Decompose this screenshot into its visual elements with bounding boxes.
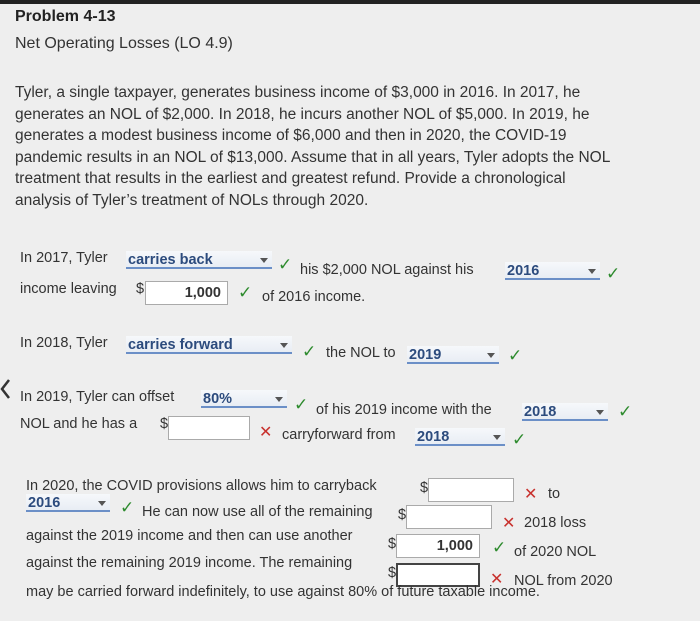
q2020-year-dropdown[interactable] xyxy=(26,494,110,512)
dropdown-arrow-icon xyxy=(588,269,596,274)
q2019-year-dropdown[interactable] xyxy=(522,403,608,421)
top-bar xyxy=(0,0,700,4)
q2018-text-2: the NOL to xyxy=(326,345,396,361)
correct-check-icon: ✓ xyxy=(512,430,527,449)
dollar-sign: $ xyxy=(160,416,169,432)
q2017-year-dropdown[interactable] xyxy=(505,262,600,280)
dropdown-arrow-icon xyxy=(260,258,268,263)
dropdown-value: carries back xyxy=(128,252,213,268)
problem-line: analysis of Tyler’s treatment of NOLs through 2020. xyxy=(15,191,369,209)
correct-check-icon: ✓ xyxy=(618,402,633,421)
q2019-carryforward-input[interactable] xyxy=(168,416,250,440)
q2020-text-4: 2018 loss xyxy=(524,515,587,531)
dropdown-arrow-icon xyxy=(280,343,288,348)
correct-check-icon: ✓ xyxy=(294,395,309,414)
dropdown-value: carries forward xyxy=(128,337,233,353)
dropdown-value: 2016 xyxy=(507,263,540,279)
dropdown-value: 2016 xyxy=(28,495,61,511)
incorrect-x-icon: ✕ xyxy=(502,515,516,532)
chevron-left-icon[interactable] xyxy=(0,378,10,400)
dollar-sign: $ xyxy=(420,480,429,496)
q2020-text-9: may be carried forward indefinitely, to use against 80% of future taxable income. xyxy=(26,584,540,600)
problem-line: pandemic results in an NOL of $13,000. Assume that in all years, Tyler adopts the NOL xyxy=(15,148,611,166)
correct-check-icon: ✓ xyxy=(302,342,317,361)
q2019-offset-dropdown[interactable] xyxy=(201,390,287,408)
correct-check-icon: ✓ xyxy=(606,264,621,283)
dollar-sign: $ xyxy=(388,536,397,552)
problem-title: Problem 4-13 xyxy=(15,8,116,25)
correct-check-icon: ✓ xyxy=(120,498,135,517)
dropdown-arrow-icon xyxy=(487,353,495,358)
q2020-text-6: of 2020 NOL xyxy=(514,544,597,560)
incorrect-x-icon: ✕ xyxy=(259,424,273,441)
q2018-year-dropdown[interactable] xyxy=(407,346,499,364)
correct-check-icon: ✓ xyxy=(508,346,523,365)
q2020-text-8: NOL from 2020 xyxy=(514,573,613,589)
q2020-text-2: to xyxy=(548,486,561,502)
q2020-text-5: against the 2019 income and then can use another xyxy=(26,528,353,544)
problem-subtitle: Net Operating Losses (LO 4.9) xyxy=(15,35,233,52)
q2019-text-2: of his 2019 income with the xyxy=(316,402,492,418)
q2020-text-3: He can now use all of the remaining xyxy=(142,504,373,520)
problem-line: generates a modest business income of $6,000 and then in 2020, the COVID-19 xyxy=(15,127,567,144)
q2020-remaining-2018-input[interactable] xyxy=(406,505,492,529)
dollar-sign: $ xyxy=(136,281,145,297)
problem-line: generates an NOL of $2,000. In 2018, he incurs another NOL of $5,000. In 2019, he xyxy=(15,105,590,123)
dropdown-arrow-icon xyxy=(596,410,604,415)
q2020-another-nol-input[interactable]: 1,000 xyxy=(396,534,480,558)
dropdown-arrow-icon xyxy=(493,435,501,440)
problem-statement xyxy=(15,82,685,211)
correct-check-icon: ✓ xyxy=(278,255,293,274)
q2017-income-left-input[interactable]: 1,000 xyxy=(145,281,228,305)
dropdown-value: 2018 xyxy=(524,404,557,420)
q2019-text-4: carryforward from xyxy=(282,427,396,443)
q2017-action-dropdown[interactable] xyxy=(126,251,272,269)
q2017-text-2: his $2,000 NOL against his xyxy=(300,262,474,278)
q2019-text-3: NOL and he has a xyxy=(20,416,138,432)
q2020-text-1: In 2020, the COVID provisions allows him to carryback xyxy=(26,478,377,494)
problem-line: Tyler, a single taxpayer, generates business income of $3,000 in 2016. In 2017, he xyxy=(15,84,581,101)
q2019-text-1: In 2019, Tyler can offset xyxy=(20,389,175,405)
q2020-text-7: against the remaining 2019 income. The remaining xyxy=(26,555,353,571)
dollar-sign: $ xyxy=(388,565,397,581)
correct-check-icon: ✓ xyxy=(492,538,507,557)
q2018-text-1: In 2018, Tyler xyxy=(20,335,108,351)
dropdown-value: 2018 xyxy=(417,429,450,445)
q2017-text-3: income leaving xyxy=(20,281,117,297)
q2018-action-dropdown[interactable] xyxy=(126,336,292,354)
q2017-text-4: of 2016 income. xyxy=(262,289,366,305)
dropdown-value: 80% xyxy=(203,391,233,407)
dropdown-arrow-icon xyxy=(275,397,283,402)
q2020-carryback-input[interactable] xyxy=(428,478,514,502)
incorrect-x-icon: ✕ xyxy=(524,486,538,503)
dollar-sign: $ xyxy=(398,507,407,523)
correct-check-icon: ✓ xyxy=(238,283,253,302)
dropdown-arrow-icon xyxy=(98,501,106,506)
dropdown-value: 2019 xyxy=(409,347,442,363)
problem-line: treatment that results in the earliest and greatest refund. Provide a chronological xyxy=(15,170,566,187)
q2017-text-1: In 2017, Tyler xyxy=(20,250,108,266)
incorrect-x-icon: ✕ xyxy=(490,571,504,588)
q2019-from-year-dropdown[interactable] xyxy=(415,428,505,446)
